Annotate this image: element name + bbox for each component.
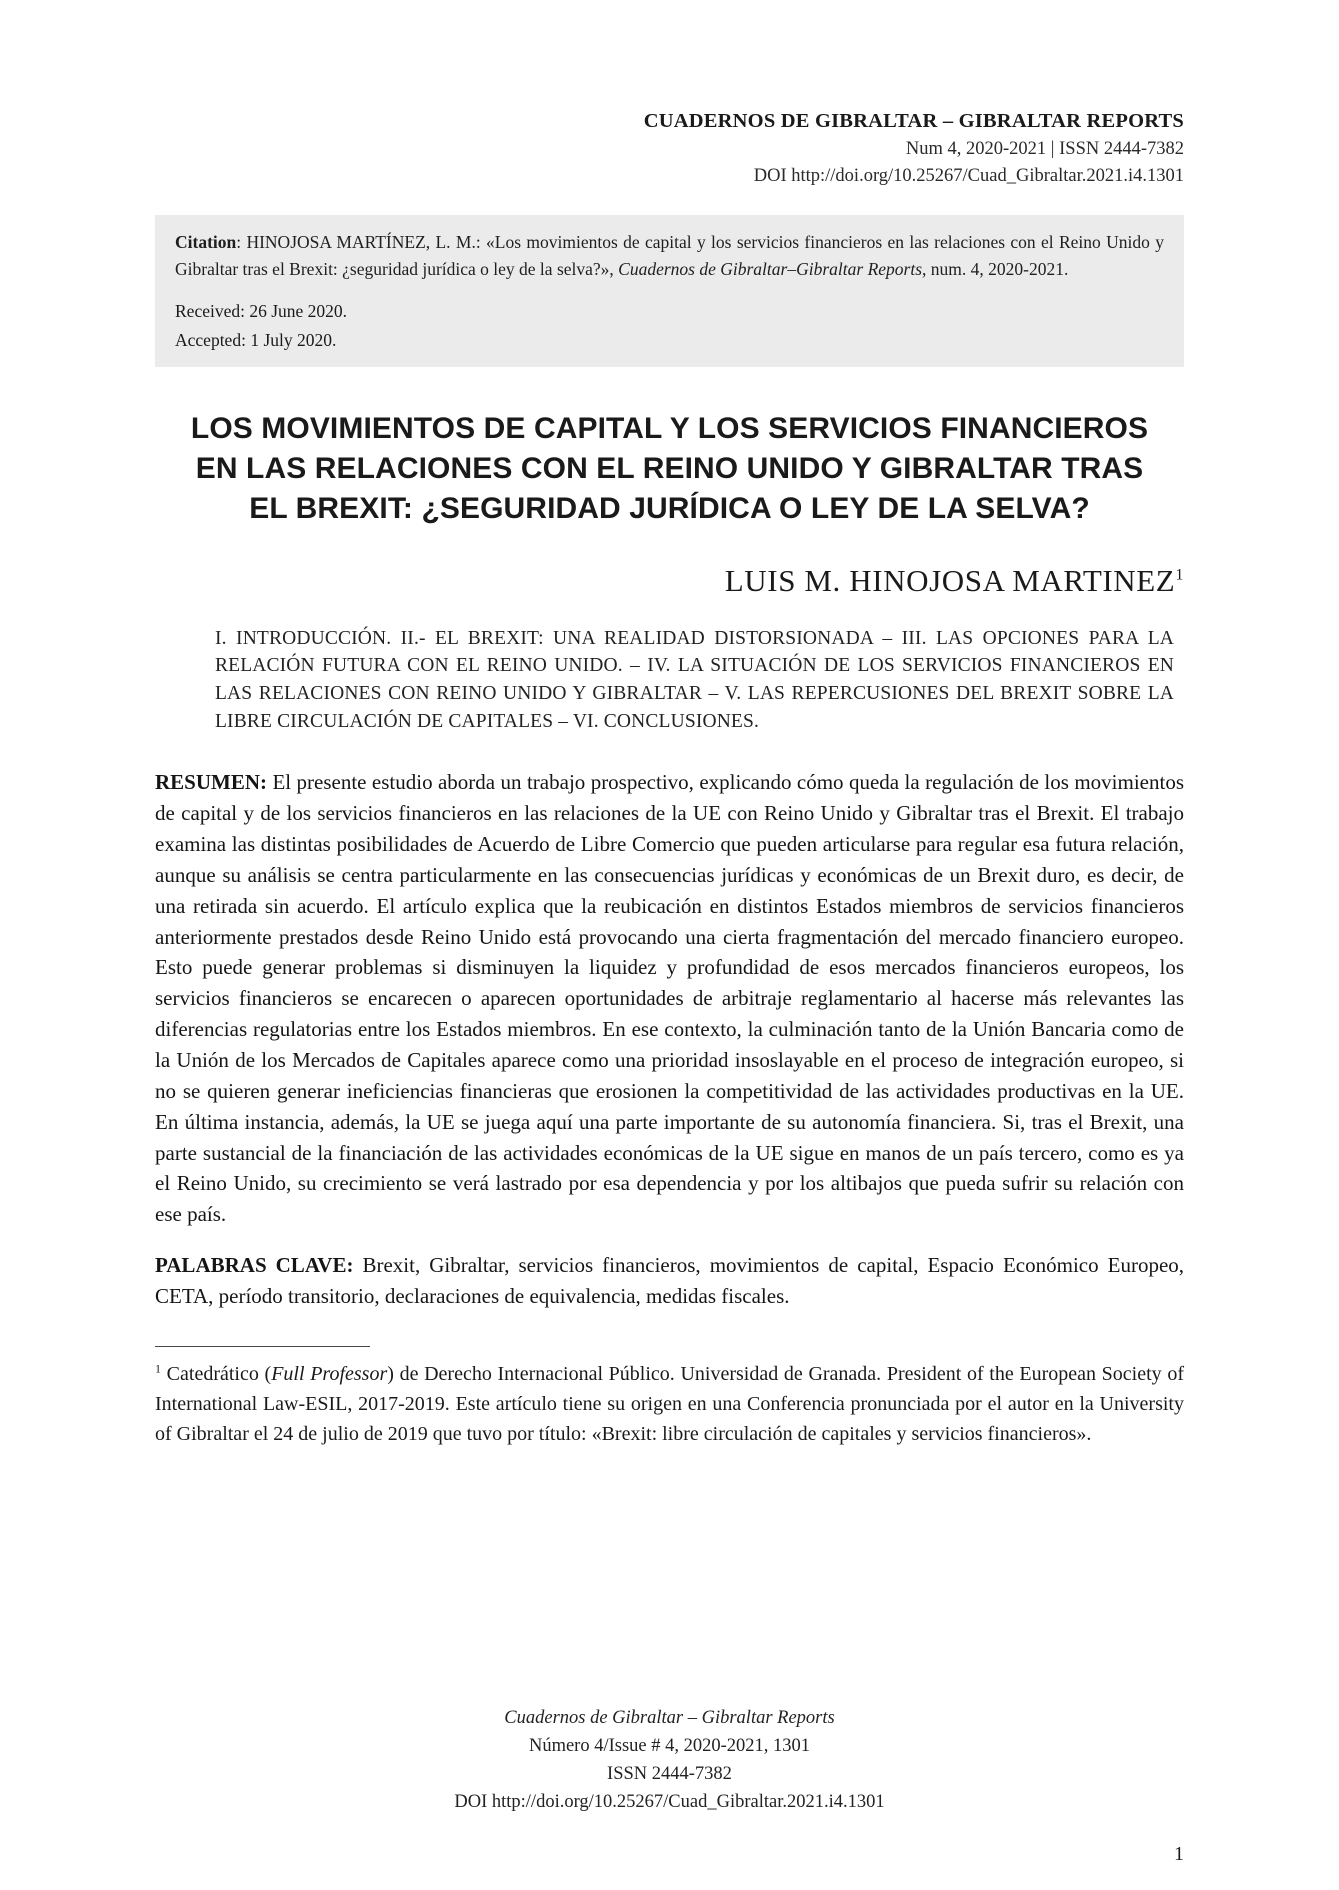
footer-doi[interactable]: DOI http://doi.org/10.25267/Cuad_Gibraltar.2021.i4.1301 <box>454 1791 885 1812</box>
abstract <box>155 767 1184 1230</box>
received-value: : 26 June 2020. <box>240 301 348 322</box>
citation-journal-name: Cuadernos de Gibraltar–Gibraltar Reports <box>618 258 923 279</box>
doi-line[interactable]: DOI http://doi.org/10.25267/Cuad_Gibraltar.2021.i4.1301 <box>753 166 1184 187</box>
footer-journal-name: Cuadernos de Gibraltar – Gibraltar Reports <box>504 1707 835 1728</box>
journal-title: CUADERNOS DE GIBRALTAR – GIBRALTAR REPORTS <box>643 110 1184 132</box>
abstract-text: El presente estudio aborda un trabajo prospectivo, explicando cómo queda la regulación de los movimientos de capital y de los servicios financieros en las relaciones de la UE con Reino Unido y Gibraltar tras el Brexit. El trabajo examina las distintas posibilidades de Acuerdo de Libre Comercio que pueden articularse para regular esa futura relación, aunque su análisis se centra particularmente en las consecuencias jurídicas y económicas de un Brexit duro, es decir, de una retirada sin acuerdo. El artículo explica que la reubicación en distintos Estados miembros de servicios financieros anteriormente prestados desde Reino Unido está provocando una cierta fragmentación del mercado financiero europeo. Esto puede generar problemas si disminuyen la liquidez y profundidad de esos mercados financieros europeos, los servicios financieros se encarecen o aparecen oportunidades de arbitraje reglamentario al hacerse más relevantes las diferencias regulatorias entre los Estados miembros. En ese contexto, la culminación tanto de la Unión Bancaria como de la Unión de los Mercados de Capitales aparece como una prioridad insoslayable en el proceso de integración europeo, si no se quieren generar ineficiencias financieras que erosionen la competitividad de las actividades productivas en la UE. En última instancia, además, la UE se juega aquí una parte importante de su autonomía financiera. Si, tras el Brexit, una parte sustancial de la financiación de las actividades económicas de la UE sigue en manos de un país tercero, como es ya el Reino Unido, su crecimiento se verá lastrado por esa dependencia y por los altibajos que pueda sufrir su relación con ese país. <box>155 770 1184 1227</box>
dates-block <box>155 292 1184 367</box>
accepted-label: Accepted: <box>175 329 246 350</box>
article-contents: I. INTRODUCCIÓN. II.- EL BREXIT: UNA REALIDAD DISTORSIONADA – III. LAS OPCIONES PARA LA RELACIÓN FUTURA CON EL REINO UNIDO. – IV. LA SITUACIÓN DE LOS SERVICIOS FINANCIEROS EN LAS RELACIONES CON REINO UNIDO Y GIBRALTAR – V. LAS REPERCUSIONES DEL BREXIT SOBRE LA LIBRE CIRCULACIÓN DE CAPITALES – VI. CONCLUSIONES. <box>215 627 1174 732</box>
footnote-part1: Catedrático ( <box>161 1362 272 1385</box>
citation-label: Citation <box>175 232 237 253</box>
article-title: LOS MOVIMIENTOS DE CAPITAL Y LOS SERVICIOS FINANCIEROS EN LAS RELACIONES CON EL REINO UNIDO Y GIBRALTAR TRAS EL BREXIT: ¿SEGURIDAD JURÍDICA O LEY DE LA SELVA? <box>190 411 1149 525</box>
issue-line: Num 4, 2020-2021 | ISSN 2444-7382 <box>905 138 1184 159</box>
footnote <box>155 1359 1184 1449</box>
masthead <box>155 108 1184 191</box>
keywords <box>155 1250 1184 1312</box>
footer-issn: ISSN 2444-7382 <box>607 1763 732 1784</box>
author-name: LUIS M. HINOJOSA MARTINEZ <box>724 562 1176 598</box>
footer-issue: Número 4/Issue # 4, 2020-2021, 1301 <box>528 1735 811 1756</box>
citation-block <box>155 215 1184 292</box>
page-footer <box>155 1704 1184 1816</box>
received-label: Received <box>175 301 241 322</box>
footnote-italic: Full Professor <box>271 1362 388 1385</box>
keywords-label: PALABRAS CLAVE: <box>155 1253 354 1278</box>
citation-text: : HINOJOSA MARTÍNEZ, L. M.: «Los movimientos de capital y los servicios financieros en las relaciones con el Reino Unido y Gibraltar tras el Brexit: ¿seguridad jurídica o ley de la selva?», <box>175 232 1164 279</box>
author-footnote-marker[interactable]: 1 <box>1175 566 1184 584</box>
author-line <box>155 563 1184 599</box>
accepted-value: 1 July 2020. <box>245 329 337 350</box>
footnote-marker: 1 <box>155 1361 161 1376</box>
footnote-part2: ) de Derecho Internacional Público. Universidad de Granada. President of the European Society of International Law-ESIL, 2017-2019. Este artículo tiene su origen en una Conferencia pronunciada por el autor en la University of Gibraltar el 24 de julio de 2019 que tuvo por título: «Brexit: libre circulación de capitales y servicios financieros». <box>155 1362 1184 1445</box>
metadata-box <box>155 215 1184 367</box>
page-number: 1 <box>1174 1843 1184 1865</box>
citation-tail: , num. 4, 2020-2021. <box>922 258 1069 279</box>
received-row <box>175 298 1164 324</box>
footnote-separator <box>155 1346 370 1347</box>
abstract-label: RESUMEN: <box>155 770 268 795</box>
accepted-row <box>175 327 1164 353</box>
keywords-text: Brexit, Gibraltar, servicios financieros, movimientos de capital, Espacio Económico Europeo, CETA, período transitorio, declaraciones de equivalencia, medidas fiscales. <box>155 1253 1185 1309</box>
